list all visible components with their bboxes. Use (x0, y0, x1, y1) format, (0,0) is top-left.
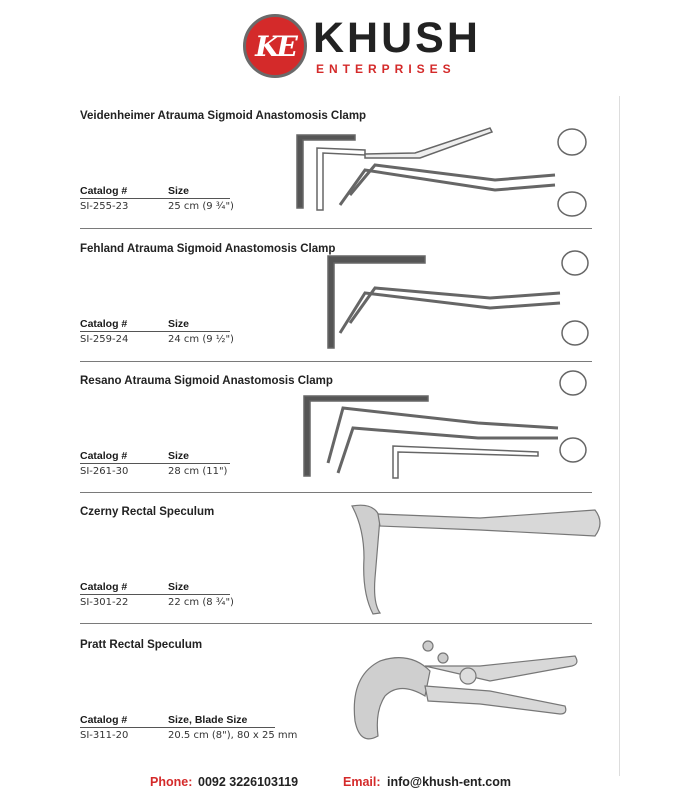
product-title: Fehland Atrauma Sigmoid Anastomosis Clamp (80, 243, 336, 255)
section-divider (80, 492, 592, 493)
product-title: Czerny Rectal Speculum (80, 506, 215, 518)
catalog-header: Catalog # (80, 714, 128, 726)
company-tagline: ENTERPRISES (316, 62, 456, 76)
catalog-header: Catalog # (80, 450, 128, 462)
size-header: Size (168, 318, 190, 330)
veidenheimer-clamp-image (295, 120, 595, 220)
size-header: Size (168, 450, 190, 462)
section-divider (80, 228, 592, 229)
product-title: Veidenheimer Atrauma Sigmoid Anastomosis Clamp (80, 110, 367, 122)
size-value: 24 cm (9 ½") (168, 334, 234, 345)
product-title: Pratt Rectal Speculum (80, 639, 203, 651)
company-logo (243, 14, 481, 80)
catalog-number: SI-255-23 (80, 201, 129, 212)
pratt-speculum-image (340, 636, 590, 761)
header-underline (80, 198, 230, 199)
size-header: Size (168, 581, 190, 593)
company-name: KHUSH (313, 14, 481, 62)
header-underline (80, 331, 230, 332)
header-underline (80, 463, 230, 464)
logo-emblem (243, 14, 307, 78)
resano-clamp-image (298, 368, 598, 480)
section-divider (80, 361, 592, 362)
size-value: 20.5 cm (8"), 80 x 25 mm (168, 730, 298, 741)
email-address: info@khush-ent.com (387, 775, 511, 789)
phone-label: Phone: (150, 775, 193, 789)
section-divider (80, 623, 592, 624)
logo-monogram: KE (255, 29, 295, 63)
product-title: Resano Atrauma Sigmoid Anastomosis Clamp (80, 375, 333, 387)
catalog-number: SI-261-30 (80, 466, 129, 477)
catalog-header: Catalog # (80, 581, 128, 593)
catalog-header: Catalog # (80, 185, 128, 197)
phone-number: 0092 3226103119 (198, 775, 299, 789)
catalog-header: Catalog # (80, 318, 128, 330)
size-value: 25 cm (9 ¾") (168, 201, 234, 212)
size-value: 22 cm (8 ¾") (168, 597, 234, 608)
czerny-speculum-image (340, 498, 605, 618)
catalog-number: SI-259-24 (80, 334, 129, 345)
size-value: 28 cm (11") (168, 466, 228, 477)
header-underline (80, 727, 275, 728)
size-header: Size, Blade Size (168, 714, 248, 726)
email-label: Email: (343, 775, 381, 789)
page-border-line (619, 96, 620, 776)
header-underline (80, 594, 230, 595)
fehland-clamp-image (320, 248, 600, 353)
catalog-number: SI-311-20 (80, 730, 129, 741)
size-header: Size (168, 185, 190, 197)
catalog-number: SI-301-22 (80, 597, 129, 608)
